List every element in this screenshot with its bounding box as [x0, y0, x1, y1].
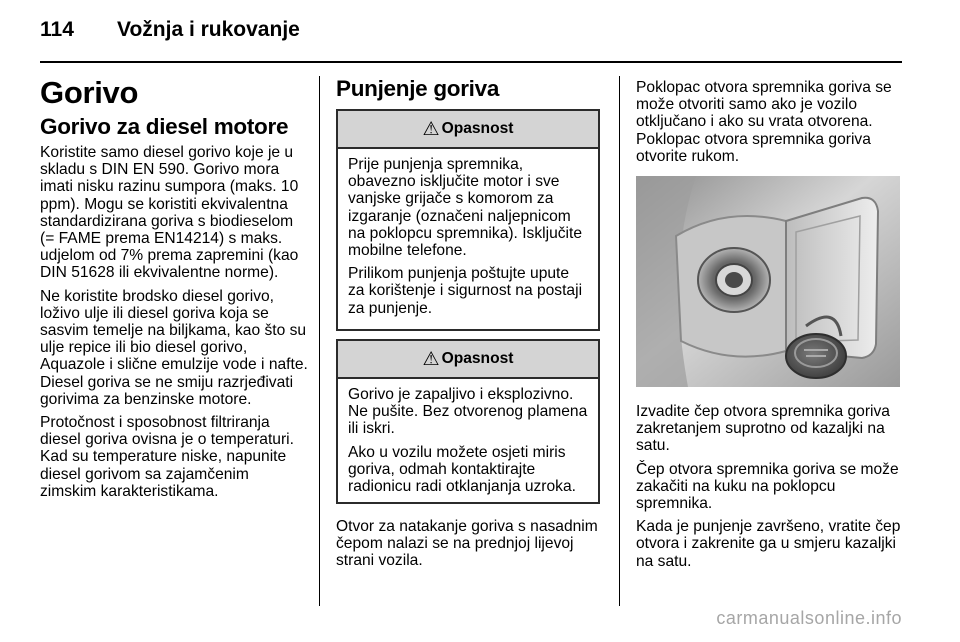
paragraph-cap-remove: Izvadite čep otvora spremnika goriva zakretanjem suprotno od kazaljki na satu. [636, 403, 890, 455]
column-3-top [636, 79, 908, 171]
section-title-refuelling-wrap [336, 76, 499, 102]
column-divider-1 [319, 76, 320, 606]
section-title-gorivo: Gorivo [40, 75, 139, 110]
paragraph-filler-location: Otvor za natakanje goriva s nasadnim čepom nalazi se na prednjoj lijevoj strani vozila. [336, 518, 598, 570]
warning-paragraph: Prije punjenja spremnika, obavezno isključite motor i sve vanjske grijače s komorom za izgaranje (označeni naljepnicom na poklopcu spremnika). Isključite mobilne telefone. [348, 156, 583, 260]
warning-label: Opasnost [441, 120, 514, 137]
paragraph-cap-refit: Kada je punjenje završeno, vratite čep otvora i zakrenite ga u smjeru kazaljki na satu. [636, 518, 901, 570]
warning-box-header [338, 341, 598, 379]
paragraph-flap-open: Poklopac otvora spremnika goriva se može otvoriti samo ako je vozilo otključano i ako su vrata otvorena. Poklopac otvora spremnika goriva otvorite rukom. [636, 79, 892, 165]
warning-box-body [338, 149, 598, 325]
subsection-title-diesel: Gorivo za diesel motore [40, 114, 289, 139]
paragraph-diesel-spec: Koristite samo diesel gorivo koje je u skladu s DIN EN 590. Gorivo mora imati nisku razinu sumpora (maks. 10 ppm). Mogu se koristiti ekvivalentna standardizirana goriva s biodieselom (= FAME prema EN14214) s maks. udjelom od 7% prema zapremini (kao DIN 51628 ili ekvivalentne norme). [40, 144, 299, 282]
column-fuel [40, 76, 308, 506]
warning-triangle-icon: ⚠ [422, 118, 440, 140]
warning-box-body [338, 379, 598, 503]
warning-paragraph: Ako u vozilu možete osjeti miris goriva, odmah kontaktirajte radionicu radi otklanjanja uzroka. [348, 443, 576, 496]
section-title-refuelling: Punjenje goriva [336, 76, 500, 101]
warning-label: Opasnost [441, 350, 514, 367]
warning-box-header [338, 111, 598, 149]
fuel-filler-photo [636, 176, 900, 387]
paragraph-diesel-temperature: Protočnost i sposobnost filtriranja diesel goriva ovisna je o temperaturi. Kad su temperature niske, napunite diesel gorivom sa zajamčenim zimskim karakteristikama. [40, 414, 294, 500]
paragraph-cap-hook: Čep otvora spremnika goriva se može zakačiti na kuku na poklopcu spremnika. [636, 460, 899, 513]
paragraph-diesel-forbidden: Ne koristite brodsko diesel gorivo, loživo ulje ili diesel goriva koja se sasvim temelje na biljkama, kao što su ulje repice ili bio diesel gorivo, Aquazole i slične emulzije vode i nafte. Diesel goriva se ne smiju razrjeđivati gorivima za benzinske motore. [40, 287, 308, 408]
paragraph-filler-location-wrap [336, 518, 604, 576]
watermark: carmanualsonline.info [716, 608, 902, 628]
column-divider-2 [619, 76, 620, 606]
warning-paragraph: Prilikom punjenja poštujte upute za korištenje i sigurnost na postaji za punjenje. [348, 265, 583, 317]
header-rule [40, 61, 902, 63]
warning-triangle-icon: ⚠ [422, 348, 440, 370]
warning-paragraph: Gorivo je zapaljivo i eksplozivno. Ne pušite. Bez otvorenog plamena ili iskri. [348, 386, 588, 438]
page-number: 114 [40, 18, 74, 41]
warning-box-2 [336, 339, 600, 504]
column-3-bottom [636, 403, 908, 576]
warning-box-1 [336, 109, 600, 331]
chapter-title: Vožnja i rukovanje [117, 18, 300, 41]
